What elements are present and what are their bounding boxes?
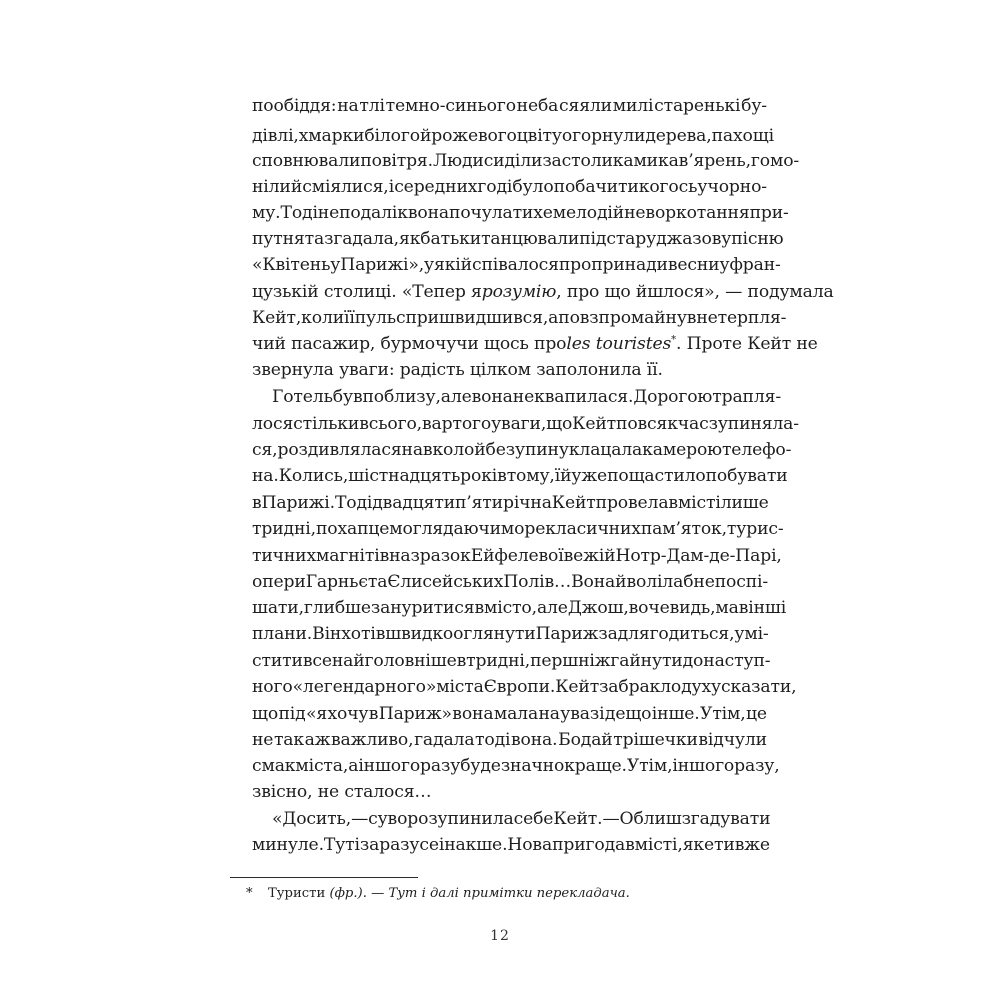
word: до [682,651,704,671]
word: чорно- [707,177,767,197]
word: пульс [354,308,406,328]
word: аж [304,730,331,750]
word: на [337,96,359,116]
text-line-1 [252,91,767,121]
word: на. [252,466,279,486]
word: дні, [497,651,531,671]
word: інші [748,598,787,618]
word: промайнув [598,308,697,328]
word: але [536,598,568,618]
word: Парижі. [261,493,335,513]
footnote-italic-text: (фр.). — Тут і далі примітки перекладача. [329,886,630,901]
word: сказати, [721,677,797,697]
footnote-text: Туристи [268,886,330,901]
word: при- [749,203,789,223]
word: хмарки [298,126,365,146]
word: вона [471,387,513,407]
word: зупиняла- [708,414,799,434]
word: умі- [734,624,769,644]
word: Утім, [700,704,746,724]
word: а [348,756,359,776]
word: повсякчас [616,414,709,434]
word: яке [682,835,715,855]
word: три [252,519,284,539]
word: якій [434,255,472,275]
text-line-27: звісно, не сталося… [252,782,432,802]
word: Нова [507,835,553,855]
word: і [354,835,360,855]
word: ся, [252,440,278,460]
word: Кейт [555,677,600,697]
text-segment: . Проте Кейт не [676,334,818,354]
word: зараз [359,835,410,855]
word: лося [252,414,294,434]
text-line-7 [252,250,781,280]
word: тихе [512,203,553,223]
footnote-reference: * [671,334,677,346]
word: телефо- [721,440,792,460]
word: Кейт [572,414,617,434]
word: Гарньє [305,572,368,592]
word: сяяли [559,96,612,116]
word: швидко [385,624,454,644]
word: не [693,572,715,592]
word: пригода [552,835,626,855]
word: Люди [432,151,484,171]
word: Колись, [278,466,349,486]
word: годі [477,177,513,197]
word: найголовніше [331,651,457,671]
word: побувати [705,466,788,486]
word: й [290,177,303,197]
page-number: 12 [490,928,510,944]
word: плани. [252,624,313,644]
word: огорнули [561,126,646,146]
word: воркотання [645,203,750,223]
word: не [512,387,535,407]
word: упину [514,440,569,460]
word: Облиш [619,809,682,829]
word: Париж [535,624,599,644]
word: пам’яток, [640,519,727,539]
word: інакше. [438,835,508,855]
word: темно-синього [385,96,516,116]
word: так [273,730,305,750]
word: повітря. [360,151,433,171]
word: в [456,651,467,671]
word: у [330,255,341,275]
word: турис- [726,519,784,539]
word: кав’ярень, [657,151,751,171]
word: «я [305,704,328,724]
word: шістнадцять [348,466,461,486]
word: них [445,177,478,197]
word: провела [595,493,669,513]
word: класичних [545,519,641,539]
word: бу- [741,96,767,116]
word: пахощі [711,126,774,146]
word: вона [452,704,494,724]
word: батьки [420,229,482,249]
word: разу, [734,756,780,776]
word: її [344,308,355,328]
text-line-15 [252,461,788,491]
word: три [466,651,498,671]
word: забракло [599,677,682,697]
word: під [579,229,607,249]
word: коли [301,308,345,328]
word: і [388,177,395,197]
word: воліла [626,572,684,592]
word: Дорогою [633,387,713,407]
word: пісню [731,229,784,249]
word: Кейт. [553,809,603,829]
text-line-11: звернула уваги: радість цілком заполонила її. [252,360,663,380]
word: тому, [506,466,555,486]
word: пришвидшився, [405,308,549,328]
word: дівлі, [252,126,299,146]
word: без [485,440,515,460]
word: білого [364,126,420,146]
word: глибше [303,598,371,618]
word: рожевого [431,126,517,146]
word: все [302,651,332,671]
text-line-17 [252,514,784,544]
word: сиділи [483,151,543,171]
word: що [546,414,573,434]
word: побачити [553,177,639,197]
foreign-phrase-text: les touristes [566,334,672,354]
word: й [419,126,432,146]
word: камерою [642,440,722,460]
word: шати, [252,598,304,618]
word: неподалік [317,203,408,223]
text-line-29 [252,830,770,860]
word: було [512,177,554,197]
word: дещо [604,704,652,724]
word: ніж [578,651,611,671]
word: краще. [564,756,627,776]
word: тлі [359,96,385,116]
word: місті, [634,835,683,855]
word: хотів [341,624,386,644]
word: перш [530,651,579,671]
word: сміялися, [302,177,389,197]
word: стити [252,651,303,671]
word: суворо [368,809,429,829]
word: у [697,177,708,197]
word: Єлисейських [387,572,504,592]
word: ти [714,835,735,855]
word: духу [681,677,722,697]
word: почула [449,203,513,223]
word: му. [252,203,281,223]
word: поспі- [714,572,769,592]
word: Бодай [558,730,613,750]
word: вежі [563,546,605,566]
word: міста, [295,756,349,776]
word: в [368,704,379,724]
word: годиться, [649,624,735,644]
footnote-marker: * [246,886,253,901]
word: дерева, [645,126,712,146]
word: лише [720,493,769,513]
word: «Квітень [252,255,331,275]
word: у [424,255,435,275]
word: та [304,229,325,249]
word: дні, [283,519,316,539]
word: на [538,704,560,724]
word: хочу [327,704,369,724]
word: але [440,387,472,407]
word: вартого [421,414,492,434]
word: вже [734,835,770,855]
word: гомо- [750,151,800,171]
word: відчули [698,730,767,750]
word: про [558,255,592,275]
word: магнітів [316,546,390,566]
word: за [542,151,562,171]
word: зупинила [428,809,514,829]
word: Париж» [378,704,452,724]
word: двадцятип’ятирічна [372,493,552,513]
word: тичних [252,546,317,566]
word: в [252,493,262,513]
word: милі [612,96,654,116]
word: місті [677,493,721,513]
word: що [252,704,279,724]
word: пощастило [607,466,706,486]
word: смак [252,756,296,776]
word: разу [420,756,461,776]
word: міста [436,677,484,697]
word: в [474,598,485,618]
word: «Досить, [272,809,352,829]
word: стільки [293,414,360,434]
word: пообіддя: [252,96,337,116]
word: значно [500,756,565,776]
word: Тут [323,835,355,855]
word: в [668,493,678,513]
word: Тоді [280,203,318,223]
word: інше. [651,704,700,724]
word: Тоді [334,493,373,513]
word: вочевидь, [628,598,716,618]
word: танцювали [481,229,580,249]
word: стару [606,229,657,249]
footnote-rule [230,877,418,878]
word: оглянути [453,624,536,644]
word: всього, [359,414,422,434]
word: співалося [471,255,559,275]
word: як [399,229,421,249]
footnote [246,884,630,904]
word: уже [571,466,608,486]
word: вона. [511,730,558,750]
word: цвіту [516,126,562,146]
word: столиками [561,151,658,171]
word: був [332,387,363,407]
word: ного [252,677,293,697]
text-line-21 [252,619,767,649]
word: років [460,466,507,486]
word: опери [252,572,306,592]
word: принади [591,255,668,275]
word: вона [407,203,450,223]
text-segment: , про що йшлося», — подумала [556,282,834,302]
word: Європи. [483,677,556,697]
word: нетерпля- [696,308,787,328]
word: себе [513,809,554,829]
word: поблизу, [362,387,441,407]
word: Ейфелевої [470,546,564,566]
word: буде [460,756,501,776]
word: та [367,572,388,592]
word: задля [598,624,650,644]
word: повз [558,308,599,328]
word: не [252,730,274,750]
word: а [548,308,559,328]
emphasis-text: розумію [481,282,557,302]
word: їй [554,466,572,486]
word: Кейт [551,493,596,513]
word: «легендарного» [292,677,437,697]
word: весни [667,255,720,275]
word: б [683,572,694,592]
word: джазову [656,229,732,249]
word: місто, [484,598,537,618]
word: мелодійне [552,203,646,223]
word: усе [409,835,439,855]
word: Готель [272,387,333,407]
word: Вона [571,572,616,592]
word: клацала [568,440,643,460]
text-segment: чий пасажир, бурмочучи щось про [252,334,567,354]
word: згадувати [681,809,771,829]
word: зануритися [370,598,475,618]
word: роздивлялася [277,440,402,460]
word: уваги, [491,414,547,434]
word: сповнювали [252,151,361,171]
word: й [474,440,486,460]
word: оглядаючи [402,519,501,539]
word: серед [394,177,446,197]
word: старенькі [654,96,741,116]
word: зразок [410,546,471,566]
word: іншого [672,756,735,776]
word: й [604,546,616,566]
word: на [389,546,411,566]
word: Кейт, [252,308,302,328]
word: гайнути [610,651,683,671]
text-line-12 [272,382,781,412]
word: наступ- [703,651,771,671]
word: похапцем [315,519,403,539]
word: трапля- [712,387,781,407]
word: — [602,809,620,829]
word: в [625,835,635,855]
word: минуле. [252,835,324,855]
word: навколо [401,440,475,460]
word: Утім, [626,756,673,776]
word: Він [312,624,342,644]
word: це [745,704,767,724]
word: під [278,704,306,724]
text-line-23 [252,672,797,702]
word: ніли [252,177,291,197]
word: когось [638,177,698,197]
word: мав [715,598,749,618]
word: море [500,519,546,539]
word: фран- [729,255,781,275]
word: путня [252,229,305,249]
word: мала [493,704,539,724]
word: квапилася. [534,387,634,407]
word: трішечки [613,730,698,750]
word: згадала, [324,229,399,249]
text-segment: цузькій столиці. «Тепер я [252,282,482,302]
word: увазі [560,704,605,724]
word: Полів… [503,572,572,592]
word: Джош, [567,598,629,618]
word: іншого [358,756,421,776]
word: у [719,255,730,275]
word: Нотр-Дам-де-Парі, [615,546,782,566]
word: неба [516,96,559,116]
word: Парижі», [340,255,425,275]
word: тоді [475,730,511,750]
word: важливо, [331,730,414,750]
word: гадала [414,730,475,750]
word: — [351,809,369,829]
word: й [615,572,627,592]
